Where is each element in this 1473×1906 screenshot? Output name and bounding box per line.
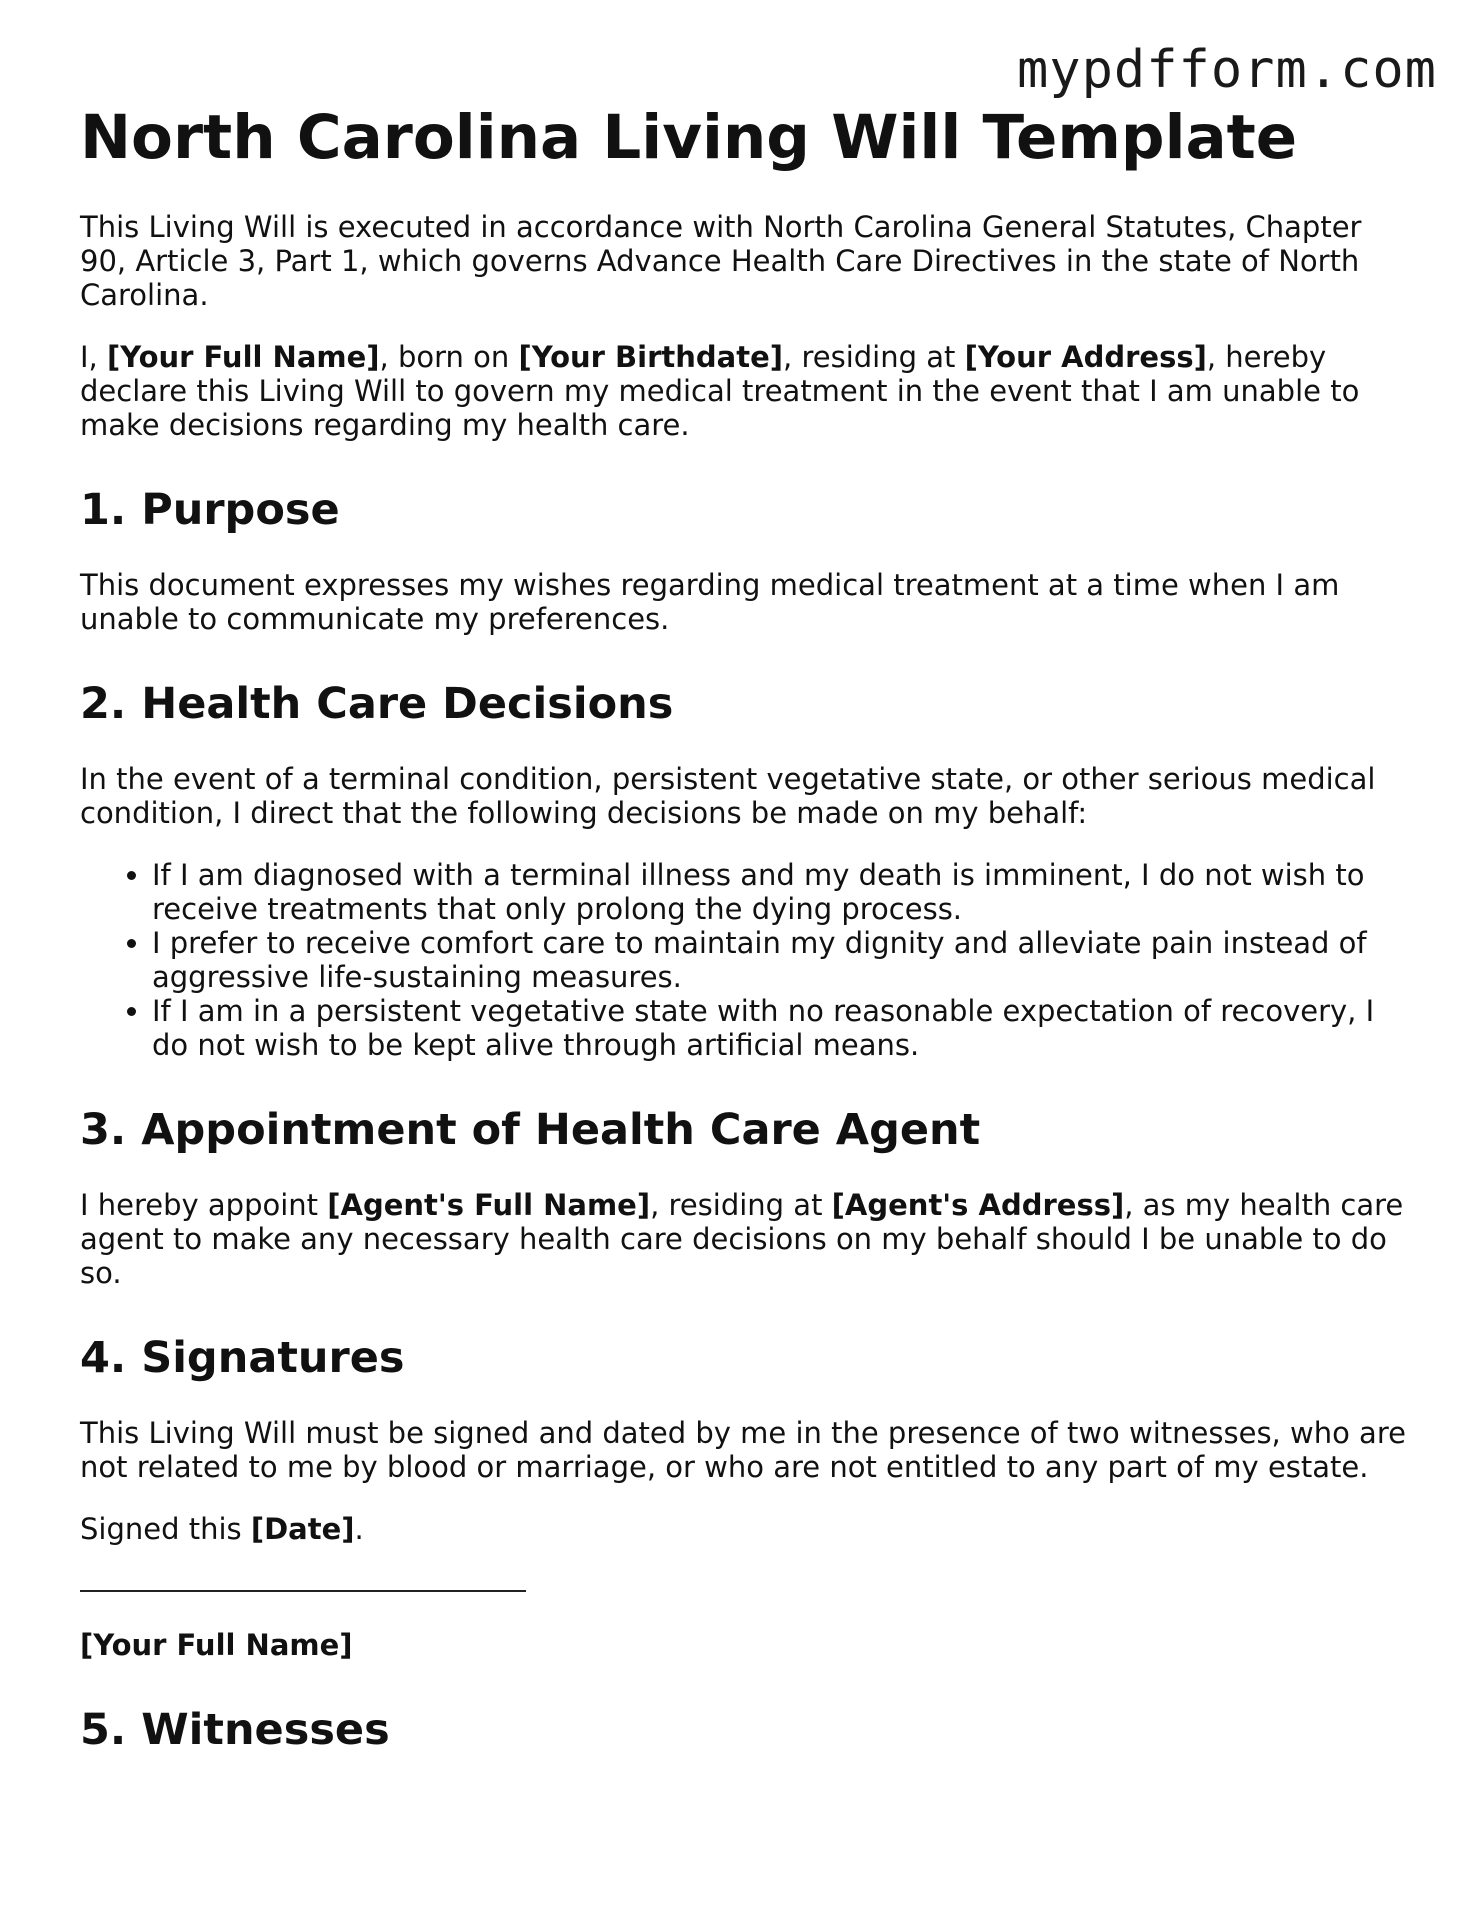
date-placeholder: [Date]: [250, 1512, 355, 1546]
declaration-text-3: , residing at: [783, 340, 965, 374]
agent-paragraph: [80, 1188, 1410, 1290]
agent-address-placeholder: [Agent's Address]: [831, 1188, 1125, 1222]
signed-prefix: Signed this: [80, 1512, 251, 1546]
declaration-text-2: , born on: [379, 340, 519, 374]
site-watermark: mypdfform.com: [1017, 40, 1437, 100]
signature-line: [80, 1590, 526, 1592]
document-page: [80, 100, 1410, 1756]
signed-suffix: .: [354, 1512, 364, 1546]
declaration-paragraph: [80, 340, 1410, 442]
agent-text-3: , as my health care agent to make any necessary health care decisions on my behalf should I be unable to do so.: [80, 1188, 1404, 1290]
agent-text-2: , residing at: [650, 1188, 832, 1222]
decisions-list: [80, 858, 1410, 1062]
signatures-heading: 4. Signatures: [80, 1333, 405, 1383]
purpose-heading: 1. Purpose: [80, 485, 340, 535]
agent-name-placeholder: [Agent's Full Name]: [327, 1188, 651, 1222]
intro-paragraph: This Living Will is executed in accordance with North Carolina General Statutes, Chapter 90, Article 3, Part 1, which governs Advance Health Care Directives in the state of North Carolina.: [80, 210, 1362, 312]
decisions-heading: 2. Health Care Decisions: [80, 679, 674, 729]
agent-text-1: I hereby appoint: [80, 1188, 328, 1222]
birthdate-placeholder: [Your Birthdate]: [518, 340, 784, 374]
full-name-placeholder: [Your Full Name]: [107, 340, 380, 374]
declaration-text-1: I,: [80, 340, 107, 374]
agent-heading: 3. Appointment of Health Care Agent: [80, 1105, 981, 1155]
signatures-paragraph: This Living Will must be signed and dated by me in the presence of two witnesses, who are not related to me by blood or marriage, or who are not entitled to any part of my estate.: [80, 1416, 1406, 1484]
purpose-paragraph: This document expresses my wishes regarding medical treatment at a time when I am unable to communicate my preferences.: [80, 568, 1340, 636]
document-title: North Carolina Living Will Template: [80, 102, 1298, 173]
list-item: • If I am in a persistent vegetative state with no reasonable expectation of recovery, I do not wish to be kept alive through artificial means.: [152, 994, 1410, 1062]
list-item: • If I am diagnosed with a terminal illness and my death is imminent, I do not wish to receive treatments that only prolong the dying process.: [152, 858, 1410, 926]
decisions-paragraph: In the event of a terminal condition, persistent vegetative state, or other serious medical condition, I direct that the following decisions be made on my behalf:: [80, 762, 1376, 830]
witnesses-heading: 5. Witnesses: [80, 1705, 390, 1755]
signed-date-line: [80, 1512, 1410, 1546]
signer-name: [80, 1628, 1410, 1662]
address-placeholder: [Your Address]: [964, 340, 1207, 374]
signer-name-placeholder: [Your Full Name]: [80, 1628, 353, 1662]
list-item: • I prefer to receive comfort care to maintain my dignity and alleviate pain instead of aggressive life-sustaining measures.: [152, 926, 1410, 994]
declaration-text-4: , hereby declare this Living Will to govern my medical treatment in the event that I am unable to make decisions regarding my health care.: [80, 340, 1360, 442]
